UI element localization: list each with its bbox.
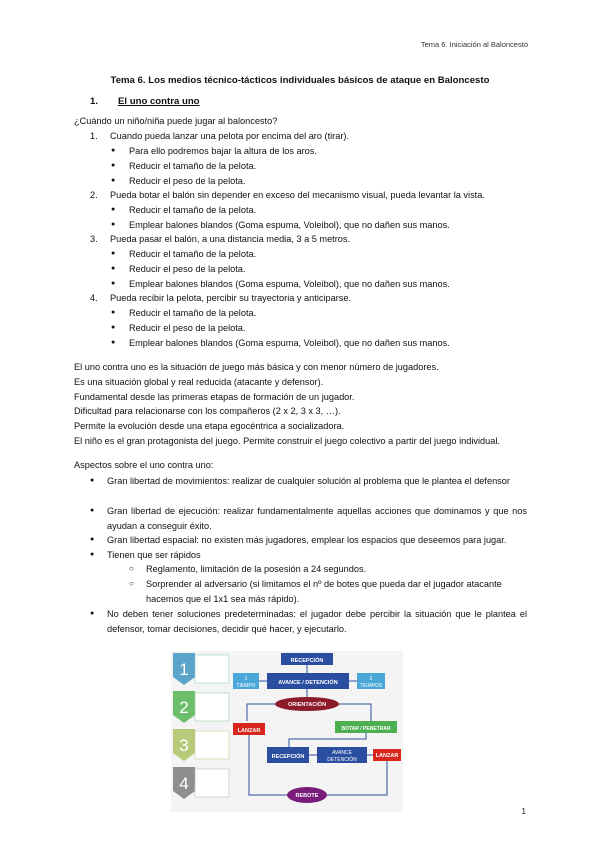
list-number: 3.	[90, 234, 98, 244]
step-2	[173, 691, 229, 723]
paragraph: Fundamental desde las primeras etapas de formación de un jugador.	[74, 392, 355, 402]
aspect-bullet: ● Gran libertad de ejecución: realizar fundamentalmente aquellas acciones que dominamos y que nos ayudan a conseguir éxito.	[107, 504, 527, 533]
aspect-bullet: ● Tienen que ser rápidos	[107, 548, 527, 563]
list-bullet: ● Reducir el tamaño de la pelota.	[129, 308, 256, 318]
aspect-bullet: ● Gran libertad espacial: no existen más jugadores, emplear los espacios que deseemos para jugar.	[107, 533, 527, 548]
list-bullet: ● Reducir el tamaño de la pelota.	[129, 161, 256, 171]
tiempo-2-num: 2	[369, 676, 373, 682]
flow-diagram	[171, 651, 403, 812]
list-bullet: ● Reducir el peso de la pelota.	[129, 176, 245, 186]
list-item	[90, 234, 350, 244]
tiempo-1-label: TIEMPO	[236, 683, 256, 689]
aspect-bullet: ● No deben tener soluciones predeterminadas: el jugador debe percibir la situación que le plantea el defensor, tomar decisiones, decidir qué hacer, y ejecutarlo.	[107, 607, 527, 636]
list-item	[90, 293, 351, 303]
recepcion-bottom-label: RECEPCIÓN	[271, 754, 305, 760]
rebote-label: REBOTE	[295, 793, 319, 799]
paragraph: El niño es el gran protagonista del juego. Permite construir el juego colectivo a partir del juego individual.	[74, 436, 500, 446]
flow-diagram-svg	[171, 651, 403, 812]
step-4-number: 4	[179, 774, 189, 793]
list-bullet: ● Emplear balones blandos (Goma espuma, Voleibol), que no dañen sus manos.	[129, 338, 450, 348]
page-number: 1	[521, 807, 526, 816]
list-text: Cuando pueda lanzar una pelota por encima del aro (tirar).	[110, 131, 350, 141]
sub-aspect: ○ Reglamento, limitación de la posesión a 24 segundos.	[146, 562, 526, 577]
list-text: Pueda pasar el balón, a una distancia media, 3 a 5 metros.	[110, 234, 351, 244]
list-item	[90, 190, 485, 200]
list-text: Pueda recibir la pelota, percibir su trayectoria y anticiparse.	[110, 293, 352, 303]
paragraph: Dificultad para relacionarse con los compañeros (2 x 2, 3 x 3, …).	[74, 406, 341, 416]
paragraph: Permite la evolución desde una etapa egocéntrica a socializadora.	[74, 421, 345, 431]
step-1	[173, 653, 229, 685]
sub-aspect: ○ Sorprender al adversario (si limitamos el nº de botes que pueda dar el jugador atacante hacemos que el 1x1 sea más rápido).	[146, 577, 526, 606]
list-bullet: ● Reducir el peso de la pelota.	[129, 264, 245, 274]
step-2-number: 2	[179, 698, 189, 717]
paragraph: Es una situación global y real reducida (atacante y defensor).	[74, 377, 324, 387]
list-bullet: ● Emplear balones blandos (Goma espuma, Voleibol), que no dañen sus manos.	[129, 279, 450, 289]
step-1-box	[195, 655, 229, 683]
step-2-box	[195, 693, 229, 721]
recepcion-top-label: RECEPCIÓN	[290, 658, 324, 664]
page-header: Tema 6. Iniciación al Baloncesto	[420, 40, 528, 49]
list-text: Pueda botar el balón sin depender en exceso del mecanismo visual, pueda levantar la vista.	[110, 190, 485, 200]
step-1-number: 1	[179, 660, 189, 679]
list-bullet: ● Para ello podremos bajar la altura de los aros.	[129, 146, 317, 156]
avance-bottom-a: AVANCE	[332, 750, 352, 756]
list-number: 4.	[90, 293, 98, 303]
list-number: 2.	[90, 190, 98, 200]
list-bullet: ● Reducir el tamaño de la pelota.	[129, 249, 256, 259]
list-number: 1.	[90, 131, 98, 141]
step-4-box	[195, 769, 229, 797]
avance-top-label: AVANCE / DETENCIÓN	[278, 680, 338, 686]
orientacion-label: ORIENTACIÓN	[287, 702, 327, 708]
lanzar-left-label: LANZAR	[237, 728, 261, 734]
list-bullet: ● Emplear balones blandos (Goma espuma, Voleibol), que no dañen sus manos.	[129, 220, 450, 230]
step-3-box	[195, 731, 229, 759]
list-bullet: ● Reducir el tamaño de la pelota.	[129, 205, 256, 215]
aspects-title: Aspectos sobre el uno contra uno:	[74, 460, 214, 470]
tiempo-1-num: 1	[244, 676, 248, 682]
section-number: 1.	[90, 96, 99, 107]
avance-bottom-b: DETENCIÓN	[327, 757, 357, 763]
step-3	[173, 729, 229, 761]
step-3-number: 3	[179, 736, 189, 755]
question: ¿Cuándo un niño/niña puede jugar al baloncesto?	[74, 116, 278, 126]
page-title: Tema 6. Los medios técnico-tácticos individuales básicos de ataque en Baloncesto	[110, 75, 490, 86]
section-heading	[90, 96, 200, 107]
lanzar-right-label: LANZAR	[375, 753, 399, 759]
paragraph: El uno contra uno es la situación de juego más básica y con menor número de jugadores.	[74, 362, 439, 372]
section-label: El uno contra uno	[118, 96, 200, 107]
botar-label: BOTAR / PENETRAR	[341, 726, 391, 732]
aspect-bullet: ● Gran libertad de movimientos: realizar de cualquier solución al problema que le plantea el defensor	[107, 474, 527, 489]
tiempo-2-label: TIEMPOS	[359, 683, 383, 689]
step-4	[173, 767, 229, 799]
list-bullet: ● Reducir el peso de la pelota.	[129, 323, 245, 333]
list-item	[90, 131, 349, 141]
